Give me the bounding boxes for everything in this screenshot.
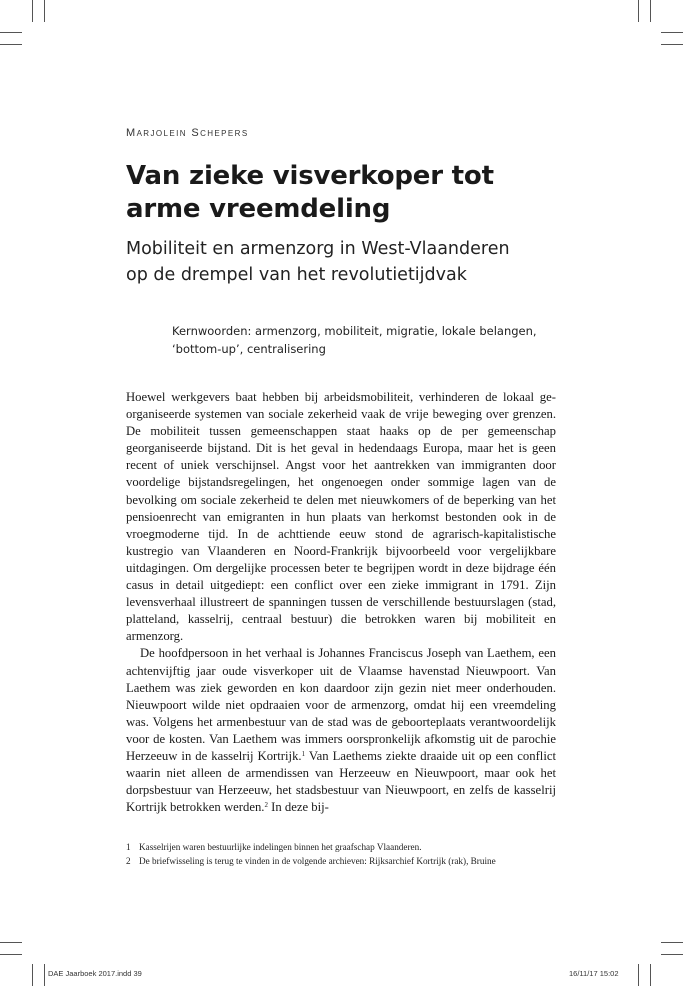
paragraph-text: In deze bij- xyxy=(267,800,329,815)
article-body xyxy=(126,389,556,816)
footnote-reference[interactable]: 1 xyxy=(301,749,306,758)
crop-mark xyxy=(32,964,33,986)
body-paragraph: Hoewel werkgevers baat hebben bij arbeidsmobiliteit, verhinderen de lokaal georganiseerde systemen van sociale zekerheid vaak de vrije beweging over grenzen. De mobiliteit tussen gemeenschappen staat haaks op de per gemeenschap georganiseerde bijstand. Dit is het geval in hedendaags Europa, maar het is geen recent of uniek verschijnsel. Angst voor het aantrekken van immigranten door voordelige bijstandsregelingen, het ongenoegen onder sommige lagen van de bevolking om sociale zekerheid te delen met nieuwkomers of de beperking van het pensioenrecht van emigranten in hun plaats van herkomst bestonden ook in de vroegmoderne tijd. In de achttiende eeuw stond de agrarisch-kapitalistische kustregio van Vlaanderen en Noord-Frankrijk bijvoorbeeld voor vergelijkbare uitdagingen. Om dergelijke processen beter te begrijpen wordt in deze bijdrage één casus in detail uitgediept: een conflict over een zieke immigrant in 1791. Zijn levensverhaal illustreert de spanningen tussen de verschillende bestuurslagen (stad, platteland, kasselrij, centraal bestuur) die betrokken waren bij mobiliteit en armenzorg. xyxy=(126,390,556,644)
article-subtitle xyxy=(126,236,566,288)
author-name: Marjolein Schepers xyxy=(126,127,249,139)
crop-mark xyxy=(638,0,639,22)
footnote-number: 2 xyxy=(126,856,131,866)
article-title: Van zieke visverkoper tot arme vreemdeling xyxy=(126,161,494,224)
keywords-line: ‘bottom-up’, centralisering xyxy=(172,342,326,356)
keywords-line: Kernwoorden: armenzorg, mobiliteit, migratie, lokale belangen, xyxy=(172,324,537,338)
paragraph-text: De hoofdpersoon in het verhaal is Johannes Franciscus Joseph van Laethem, een achtenvijftig jaar oude visverkoper uit de Vlaamse havenstad Nieuwpoort. Van Laethem was ziek geworden en kon daardoor zijn gezin niet meer onderhouden. Nieuwpoort wilde niet opdraaien voor de armenzorg, omdat hij een vreemdeling was. Volgens het armenbestuur van de stad was de geboorteplaats verantwoordelijk voor de kosten. Van Laethem was immers oorspronkelijk afkomstig uit de parochie Herzeeuw in de kasselrij Kortrijk. xyxy=(126,646,556,763)
footnote xyxy=(126,854,556,868)
print-slug-timestamp: 16/11/17 15:02 xyxy=(569,969,619,978)
crop-mark xyxy=(650,964,651,986)
crop-mark xyxy=(638,964,639,986)
footnote-text: Kasselrijen waren bestuurlijke indelingen binnen het graafschap Vlaanderen. xyxy=(139,842,422,852)
paragraph-text: Van Laethems ziekte draaide uit op een conflict waarin niet alleen de armendissen van Herzeeuw en Nieuwpoort, maar ook het dorpsbestuur van Herzeeuw, het stadsbestuur van Nieuwpoort, en zelfs de kasselrij Kortrijk betrokken werden. xyxy=(126,748,556,815)
crop-mark xyxy=(44,0,45,22)
keywords xyxy=(172,322,572,358)
crop-mark xyxy=(661,954,683,955)
crop-mark xyxy=(661,44,683,45)
body-paragraph xyxy=(126,645,556,816)
footnote-reference[interactable]: 2 xyxy=(264,801,268,810)
subtitle-line: Mobiliteit en armenzorg in West-Vlaanderen xyxy=(126,239,510,259)
crop-mark xyxy=(0,32,22,33)
footnote xyxy=(126,840,556,854)
crop-mark xyxy=(32,0,33,22)
footnote-text: De briefwisseling is terug te vinden in de volgende archieven: Rijksarchief Kortrijk (rak), Bruine xyxy=(139,856,496,866)
crop-mark xyxy=(661,942,683,943)
crop-mark xyxy=(0,954,22,955)
subtitle-line: op de drempel van het revolutietijdvak xyxy=(126,265,467,285)
crop-mark xyxy=(44,964,45,986)
crop-mark xyxy=(650,0,651,22)
footnote-number: 1 xyxy=(126,842,131,852)
crop-mark xyxy=(0,44,22,45)
crop-mark xyxy=(0,942,22,943)
print-slug-filename: DAE Jaarboek 2017.indd 39 xyxy=(48,969,142,978)
crop-mark xyxy=(661,32,683,33)
footnotes xyxy=(126,840,556,868)
